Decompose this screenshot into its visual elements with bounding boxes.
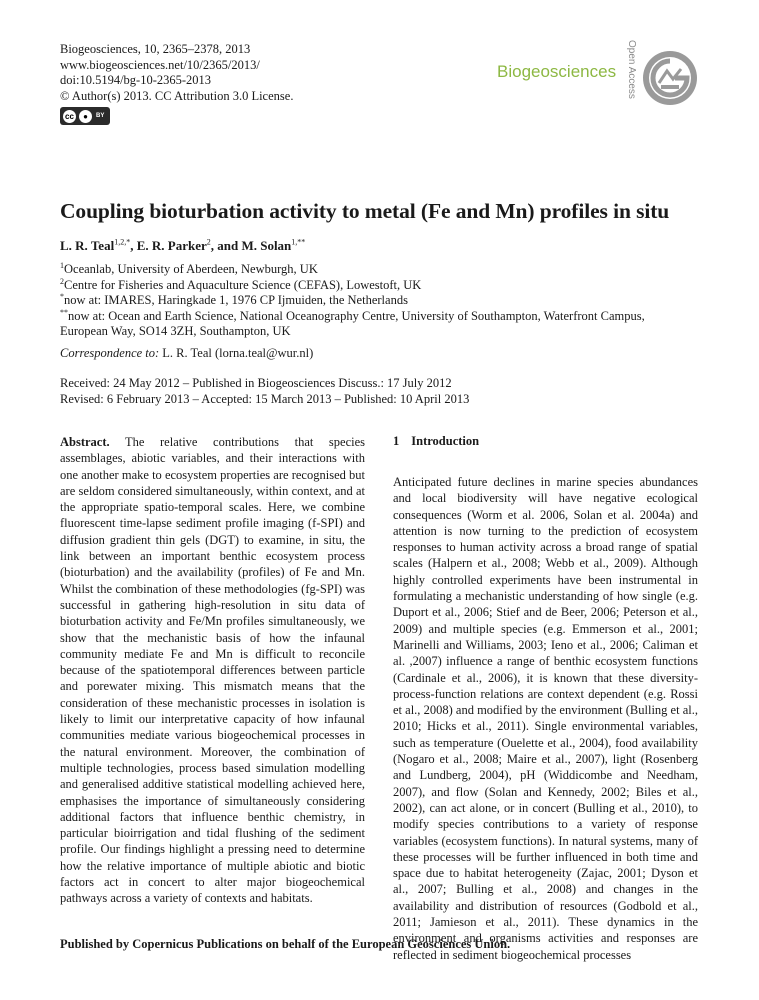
- correspondence-contact[interactable]: L. R. Teal (lorna.teal@wur.nl): [162, 346, 314, 360]
- abstract-text: The relative contributions that species assemblages, abiotic variables, and their interactions with one another make to ecosystem properties are recognised but are seldom considered simultaneously, within context, and at the appropriate spatio-temporal scales. Here, we combine fluorescent time-lapse sediment profile imaging (f-SPI) and diffusion gradient thin gels (DGT) to examine, in situ, the link between an important benthic ecosystem process (bioturbation) and the availability (profiles) of Fe and Mn. Whilst the combination of these methodologies (fg-SPI) was successful in gathering high-resolution in situ data of bioturbation activity and Fe/Mn profiles simultaneously, we show that the mechanistic basis of how the infaunal community mediate Fe and Mn is difficult to reconcile because of the spatiotemporal differences between particle and porewater mixing. This mismatch means that the consideration of these mechanistic processes in isolation is likely to limit our interpretative capacity of how infaunal communities mediate various biogeochemical processes in the natural environment. Moreover, the combination of multiple technologies, process based simulation modelling and generalised additive statistical modelling achieved here, emphasises the importance of simultaneously considering additional factors that influence benthic chemistry, in particular bioirrigation and tidal flushing of the sediment profile. Our findings highlight a pressing need to determine how the relative importance of multiple abiotic and biotic factors act in concert to alter major biogeochemical pathways across a variety of contexts and habitats.: [60, 435, 366, 906]
- author-name: E. R. Parker: [136, 238, 207, 253]
- journal-name: Biogeosciences: [497, 62, 617, 81]
- author-name: L. R. Teal: [60, 238, 115, 253]
- open-access-label: Open Access: [626, 40, 637, 99]
- affiliations: [60, 262, 700, 340]
- section-heading: [393, 434, 479, 449]
- correspondence: [60, 346, 313, 361]
- affiliation-line: $^1$Oceanlab, University of Aberdeen, Newburgh, UK: [60, 260, 318, 276]
- article-url[interactable]: www.biogeosciences.net/10/2365/2013/: [60, 57, 260, 72]
- doi[interactable]: doi:10.5194/bg-10-2365-2013: [60, 73, 212, 87]
- cc-license-badge[interactable]: [60, 107, 110, 125]
- abstract: [60, 434, 365, 907]
- attribution-icon: ●: [79, 110, 92, 123]
- author-affil-sup: 2: [206, 237, 211, 247]
- affiliation-line: European Way, SO14 3ZH, Southampton, UK: [60, 324, 291, 338]
- correspondence-label: Correspondence to:: [60, 346, 160, 360]
- affiliation-line: $^2$Centre for Fisheries and Aquaculture Science (CEFAS), Lowestoft, UK: [60, 276, 422, 292]
- author-affil-sup: 1,**: [291, 237, 306, 247]
- author-affil-sup: 1,2,*: [114, 237, 131, 247]
- introduction-body: Anticipated future declines in marine species abundances and local biodiversity will have negative ecological consequences (Worm et al. 2006, Solan et al. 2004a) and attention is now turning to the prediction of ecosystem responses to human activity across a broad range of spatial scales (Halpern et al., 2008; Webb et al., 2009). Although highly controlled experiments have been instrumental in formulating a mechanistic understanding of how single (e.g. Duport et al., 2006; Stief and de Beer, 2006; Peterson et al., 2009) and multiple species (e.g. Emmerson et al., 2001; Marinelli and Williams, 2003; Ieno et al., 2006; Caliman et al. ,2007) influence a range of benthic ecosystem functions (Cardinale et al., 2006), it is known that these diversity-process-function relations are context dependent (e.g. Rossi et al., 2008) and modified by the environment (Bulling et al., 2010; Hicks et al., 2011). Single environmental variables, such as temperature (Ouelette et al., 2004), food availability (Nogaro et al., 2008; Maire et al., 2007), light (Rosenberg and Lundberg, 2004), pH (Widdicombe and Needham, 2007), and flow (Solan and Kennedy, 2002; Biles et al., 2002), can act alone, or in concert (Bulling et al., 2010), to modify species contributions to a variety of response variables (ecosystem functions). In natural systems, many of these processes will be further influenced in both time and space due to habitat heterogeneity (Zajac, 2001; Dyson et al., 2007; Bulling et al., 2008) and changes in the availability and distribution of resources (Godbold et al., 2011; Jamieson et al., 2011). These dynamics in the environment and organisms activities and responses are reflected in sediment biogeochemical processes: [393, 475, 698, 962]
- dates-line: Received: 24 May 2012 – Published in Biogeosciences Discuss.: 17 July 2012: [60, 376, 452, 390]
- citation: Biogeosciences, 10, 2365–2378, 2013: [60, 42, 251, 56]
- section-number: 1: [393, 434, 400, 448]
- affiliation-line: *now at: IMARES, Haringkade 1, 1976 CP Ijmuiden, the Netherlands: [60, 291, 408, 307]
- author-list: L. R. Teal$^{1,2,*}$, E. R. Parker$^2$, and M. Solan$^{1,**}$: [60, 237, 306, 253]
- open-access-logo-icon: [641, 49, 699, 107]
- publication-dates: [60, 376, 469, 407]
- article-title: Coupling bioturbation activity to metal (Fe and Mn) profiles in situ: [60, 199, 670, 223]
- dates-line: Revised: 6 February 2013 – Accepted: 15 March 2013 – Published: 10 April 2013: [60, 391, 470, 406]
- license-text: © Author(s) 2013. CC Attribution 3.0 License.: [60, 88, 294, 103]
- cc-badge-label: BY: [96, 113, 105, 119]
- publisher-footer: Published by Copernicus Publications on behalf of the European Geosciences Union.: [60, 937, 511, 951]
- abstract-label: Abstract.: [60, 435, 110, 449]
- journal-metadata: [60, 42, 293, 104]
- author-name: and M. Solan: [217, 238, 292, 253]
- affiliation-line: **now at: Ocean and Earth Science, National Oceanography Centre, University of Southampton, Waterfront Campus,: [60, 307, 645, 323]
- cc-icon: cc: [63, 110, 76, 123]
- section-title: Introduction: [411, 434, 480, 448]
